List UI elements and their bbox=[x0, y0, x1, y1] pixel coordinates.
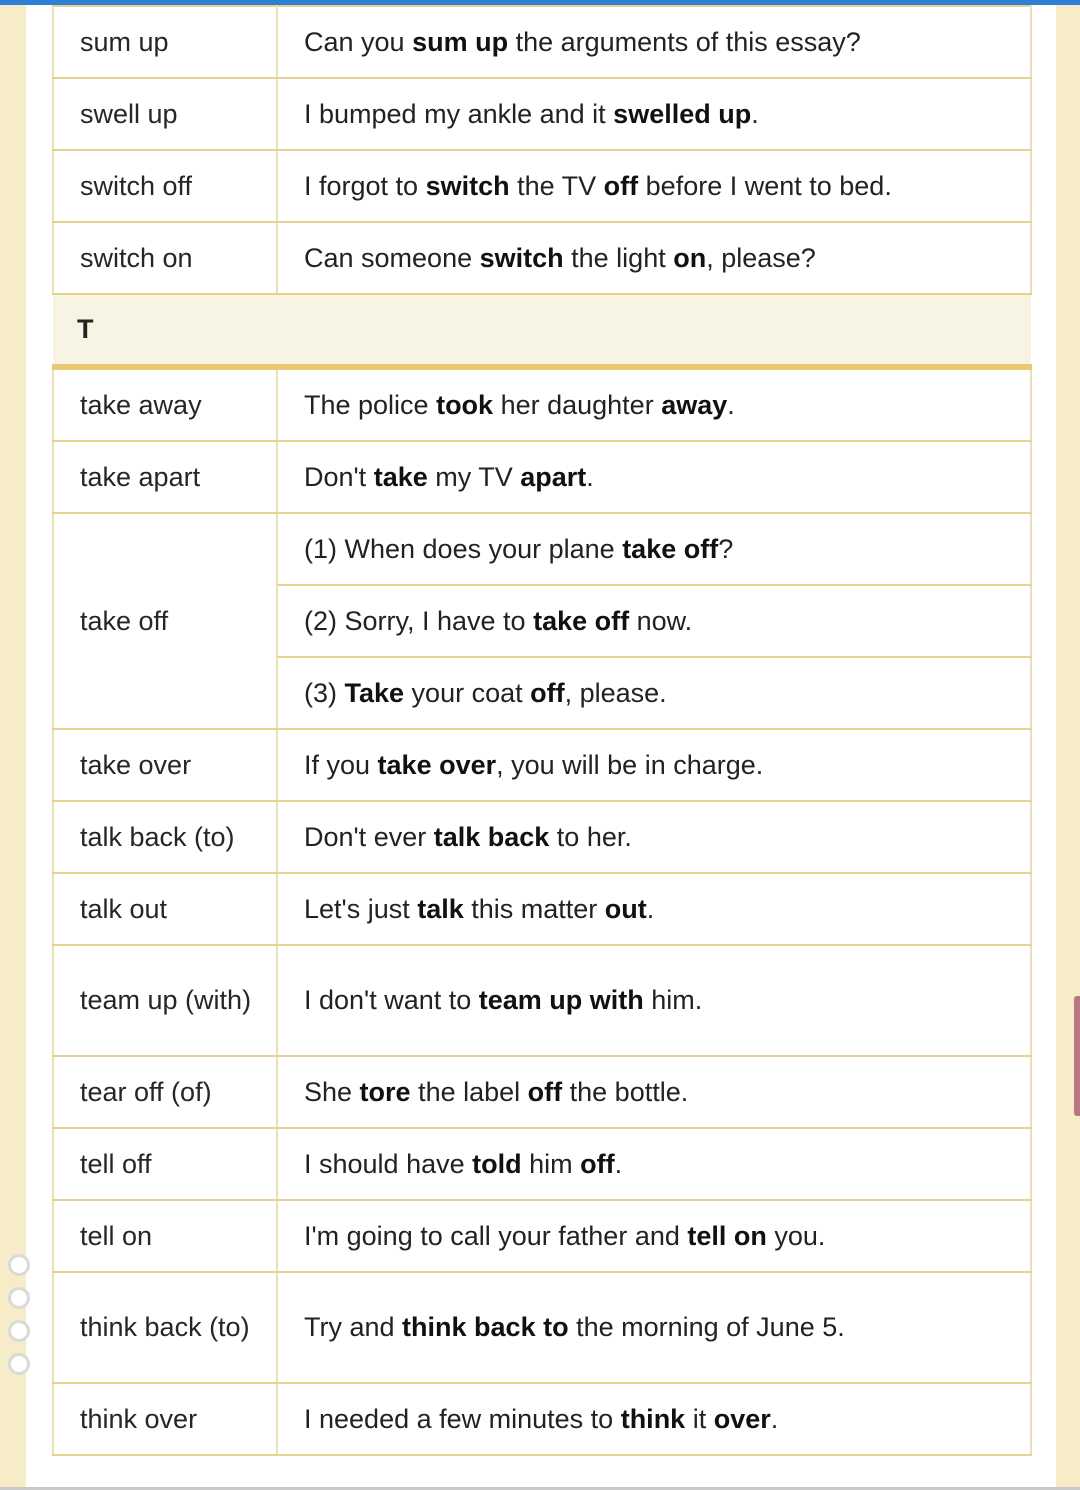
example-text: If you bbox=[304, 749, 378, 780]
example-text: Try and bbox=[304, 1312, 403, 1342]
table-row bbox=[53, 1272, 1031, 1383]
highlighted-phrase: away bbox=[661, 389, 728, 420]
highlighted-phrase: team up with bbox=[478, 985, 644, 1015]
table-row bbox=[53, 150, 1031, 222]
page-dot[interactable] bbox=[8, 1287, 30, 1309]
scrollbar-thumb[interactable] bbox=[1074, 996, 1080, 1116]
section-header-row bbox=[53, 294, 1031, 367]
highlighted-phrase: talk bbox=[417, 893, 464, 924]
example-cell bbox=[277, 1272, 1031, 1383]
example-text: She bbox=[304, 1076, 360, 1107]
example-text: . bbox=[586, 461, 594, 492]
phrasal-verb-cell: team up (with) bbox=[53, 945, 277, 1056]
highlighted-phrase: sum up bbox=[412, 26, 509, 57]
example-text: this matter bbox=[463, 893, 605, 924]
highlighted-phrase: off bbox=[580, 1148, 615, 1179]
example-text: Let's just bbox=[304, 893, 418, 924]
example-text: (3) bbox=[304, 677, 345, 708]
example-text: Don't ever bbox=[304, 821, 434, 852]
example-text: (2) Sorry, I have to bbox=[304, 605, 534, 636]
example-cell bbox=[277, 801, 1031, 873]
phrasal-verb-cell: sum up bbox=[53, 6, 277, 78]
example-text: my TV bbox=[427, 461, 521, 492]
example-text: , please. bbox=[564, 677, 667, 708]
phrasal-verb-cell: switch off bbox=[53, 150, 277, 222]
example-cell bbox=[277, 367, 1031, 441]
page-dot[interactable] bbox=[8, 1353, 30, 1375]
highlighted-phrase: off bbox=[530, 677, 565, 708]
example-cell bbox=[277, 6, 1031, 78]
example-text: . bbox=[751, 98, 759, 129]
example-text: before I went to bed. bbox=[638, 170, 892, 201]
example-text: I needed a few minutes to bbox=[304, 1403, 621, 1434]
example-text: I bumped my ankle and it bbox=[304, 98, 614, 129]
example-text: now. bbox=[629, 605, 693, 636]
example-cell bbox=[277, 78, 1031, 150]
highlighted-phrase: think bbox=[620, 1403, 686, 1434]
example-text: . bbox=[727, 389, 735, 420]
phrasal-verb-cell: take over bbox=[53, 729, 277, 801]
highlighted-phrase: take off bbox=[622, 533, 719, 564]
highlighted-phrase: tore bbox=[359, 1076, 411, 1107]
example-cell bbox=[277, 1128, 1031, 1200]
example-text: , please? bbox=[706, 242, 816, 273]
example-text: (1) When does your plane bbox=[304, 533, 623, 564]
table-row bbox=[53, 1200, 1031, 1272]
example-text: him. bbox=[643, 985, 703, 1015]
phrasal-verb-cell: swell up bbox=[53, 78, 277, 150]
highlighted-phrase: on bbox=[673, 242, 707, 273]
phrasal-verb-cell: switch on bbox=[53, 222, 277, 294]
phrasal-verb-cell: think back (to) bbox=[53, 1272, 277, 1383]
example-text: the light bbox=[563, 242, 674, 273]
table-row bbox=[53, 513, 1031, 585]
example-cell bbox=[277, 513, 1031, 585]
highlighted-phrase: out bbox=[604, 893, 647, 924]
example-text: ? bbox=[718, 533, 734, 564]
table-row bbox=[53, 873, 1031, 945]
page-indicator-dots[interactable] bbox=[8, 1254, 30, 1386]
example-cell bbox=[277, 873, 1031, 945]
table-row bbox=[53, 1056, 1031, 1128]
example-text: the TV bbox=[509, 170, 604, 201]
highlighted-phrase: tell on bbox=[687, 1220, 767, 1251]
example-cell bbox=[277, 1200, 1031, 1272]
example-cell bbox=[277, 1383, 1031, 1455]
highlighted-phrase: take bbox=[373, 461, 428, 492]
highlighted-phrase: over bbox=[713, 1403, 771, 1434]
example-cell bbox=[277, 441, 1031, 513]
example-cell bbox=[277, 729, 1031, 801]
phrasal-verb-cell: talk out bbox=[53, 873, 277, 945]
example-text: the morning of June 5. bbox=[568, 1312, 845, 1342]
example-cell bbox=[277, 657, 1031, 729]
table-row bbox=[53, 1383, 1031, 1455]
example-cell bbox=[277, 1056, 1031, 1128]
table-row bbox=[53, 6, 1031, 78]
example-text: . bbox=[614, 1148, 623, 1179]
phrasal-verb-cell: tell off bbox=[53, 1128, 277, 1200]
example-text: the bottle. bbox=[562, 1076, 689, 1107]
phrasal-verb-cell: take off bbox=[53, 513, 277, 729]
phrasal-verb-cell: take away bbox=[53, 367, 277, 441]
highlighted-phrase: off bbox=[603, 170, 639, 201]
table-row bbox=[53, 222, 1031, 294]
highlighted-phrase: switch bbox=[425, 170, 510, 201]
example-text: you. bbox=[766, 1220, 826, 1251]
table-row bbox=[53, 441, 1031, 513]
example-text: The police bbox=[304, 389, 437, 420]
highlighted-phrase: off bbox=[527, 1076, 563, 1107]
highlighted-phrase: took bbox=[436, 389, 494, 420]
example-text: her daughter bbox=[493, 389, 662, 420]
phrasal-verb-cell: tell on bbox=[53, 1200, 277, 1272]
page-dot[interactable] bbox=[8, 1320, 30, 1342]
example-text: . bbox=[770, 1403, 779, 1434]
phrasal-verb-cell: take apart bbox=[53, 441, 277, 513]
example-cell bbox=[277, 222, 1031, 294]
phrasal-verb-cell: tear off (of) bbox=[53, 1056, 277, 1128]
example-text: your coat bbox=[404, 677, 531, 708]
example-text: I don't want to bbox=[304, 985, 479, 1015]
table-row bbox=[53, 367, 1031, 441]
example-text: Don't bbox=[304, 461, 374, 492]
phrasal-verbs-table bbox=[52, 5, 1032, 1456]
example-text: him bbox=[521, 1148, 581, 1179]
example-cell bbox=[277, 150, 1031, 222]
table-row bbox=[53, 78, 1031, 150]
highlighted-phrase: take off bbox=[533, 605, 630, 636]
example-text: I forgot to bbox=[304, 170, 426, 201]
example-text: I should have bbox=[304, 1148, 473, 1179]
page-dot[interactable] bbox=[8, 1254, 30, 1276]
highlighted-phrase: swelled up bbox=[613, 98, 752, 129]
highlighted-phrase: told bbox=[472, 1148, 522, 1179]
example-text: Can you bbox=[304, 26, 413, 57]
highlighted-phrase: think back to bbox=[402, 1312, 569, 1342]
table-row bbox=[53, 729, 1031, 801]
section-letter: T bbox=[53, 294, 1031, 367]
highlighted-phrase: Take bbox=[344, 677, 405, 708]
highlighted-phrase: talk back bbox=[433, 821, 550, 852]
table-row bbox=[53, 801, 1031, 873]
table-row bbox=[53, 945, 1031, 1056]
table-row bbox=[53, 1128, 1031, 1200]
example-text: Can someone bbox=[304, 242, 480, 273]
highlighted-phrase: apart bbox=[520, 461, 587, 492]
example-cell bbox=[277, 585, 1031, 657]
highlighted-phrase: switch bbox=[479, 242, 564, 273]
phrasal-verb-cell: think over bbox=[53, 1383, 277, 1455]
example-text: . bbox=[646, 893, 655, 924]
highlighted-phrase: take over bbox=[377, 749, 497, 780]
phrasal-verb-cell: talk back (to) bbox=[53, 801, 277, 873]
example-text: , you will be in charge. bbox=[496, 749, 764, 780]
example-cell bbox=[277, 945, 1031, 1056]
example-text: the arguments of this essay? bbox=[508, 26, 861, 57]
example-text: the label bbox=[410, 1076, 528, 1107]
example-text: it bbox=[685, 1403, 714, 1434]
example-text: to her. bbox=[549, 821, 632, 852]
example-text: I'm going to call your father and bbox=[304, 1220, 688, 1251]
